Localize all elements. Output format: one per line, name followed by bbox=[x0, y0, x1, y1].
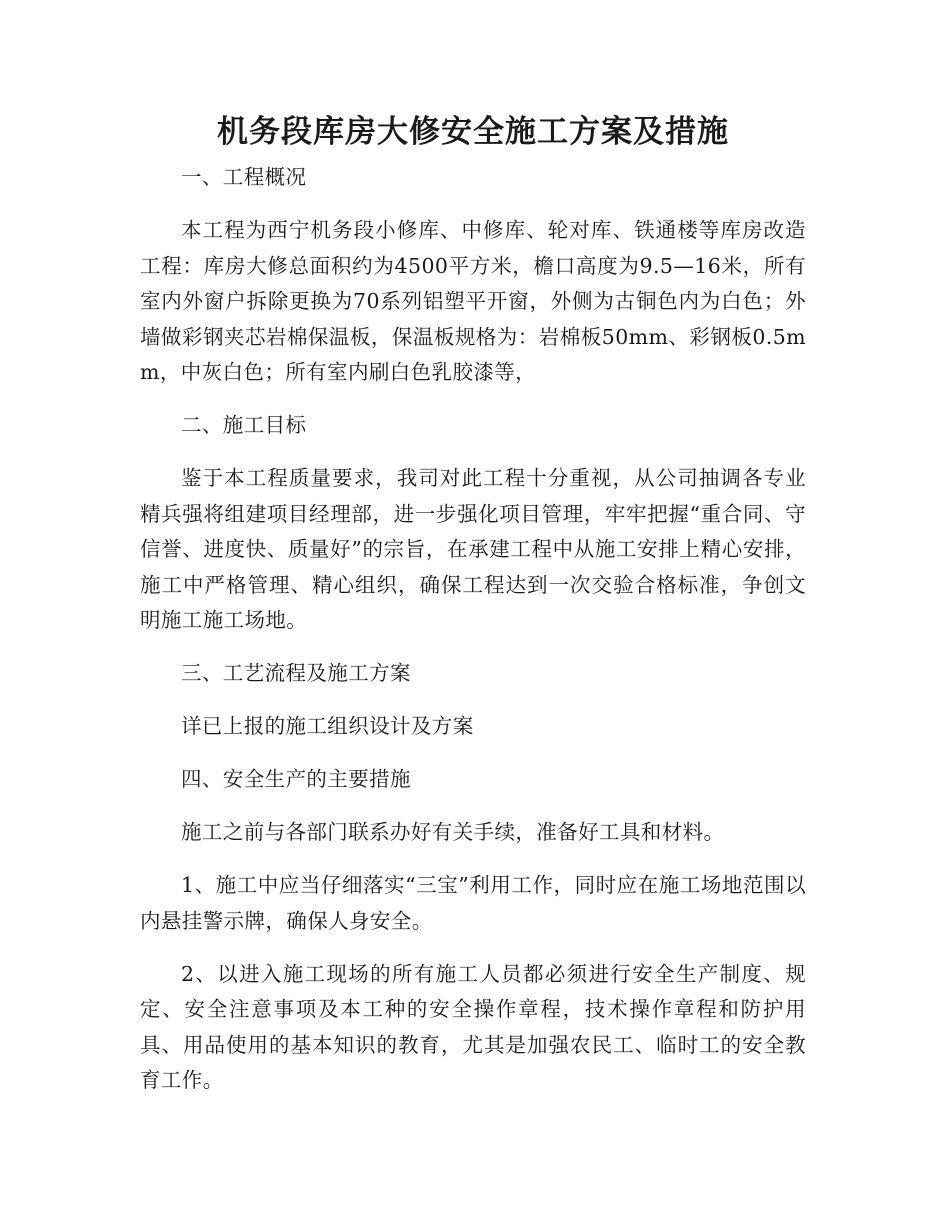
document-body bbox=[140, 160, 806, 1116]
paragraph-safety-prep: 施工之前与各部门联系办好有关手续，准备好工具和材料。 bbox=[181, 820, 725, 844]
paragraph-safety-item-1: 1、施工中应当仔细落实“三宝”利用工作，同时应在施工场地范围以内悬挂警示牌，确保人身安全。 bbox=[140, 873, 806, 933]
paragraph-process-plan: 详已上报的施工组织设计及方案 bbox=[181, 714, 474, 738]
section-heading-safety: 四、安全生产的主要措施 bbox=[181, 767, 411, 791]
document-title: 机务段库房大修安全施工方案及措施 bbox=[217, 114, 729, 150]
section-heading-overview: 一、工程概况 bbox=[181, 165, 307, 189]
section-heading-goals: 二、施工目标 bbox=[181, 413, 307, 437]
paragraph-project-overview: 本工程为西宁机务段小修库、中修库、轮对库、铁通楼等库房改造工程：库房大修总面积约为4500平方米，檐口高度为9.5—16米，所有室内外窗户拆除更换为70系列铝塑平开窗，外侧为古铜色内为白色；外墙做彩钢夹芯岩棉保温板，保温板规格为：岩棉板50mm、彩钢板0.5mm，中灰白色；所有室内刷白色乳胶漆等， bbox=[140, 218, 806, 384]
paragraph-safety-item-2: 2、以进入施工现场的所有施工人员都必须进行安全生产制度、规定、安全注意事项及本工种的安全操作章程，技术操作章程和防护用具、用品使用的基本知识的教育，尤其是加强农民工、临时工的安全教育工作。 bbox=[140, 961, 806, 1092]
section-heading-process: 三、工艺流程及施工方案 bbox=[181, 661, 411, 685]
paragraph-construction-goals: 鉴于本工程质量要求，我司对此工程十分重视，从公司抽调各专业精兵强将组建项目经理部，进一步强化项目管理，牢牢把握“重合同、守信誉、进度快、质量好”的宗旨，在承建工程中从施工安排上精心安排，施工中严格管理、精心组织，确保工程达到一次交验合格标准，争创文明施工施工场地。 bbox=[140, 466, 806, 632]
